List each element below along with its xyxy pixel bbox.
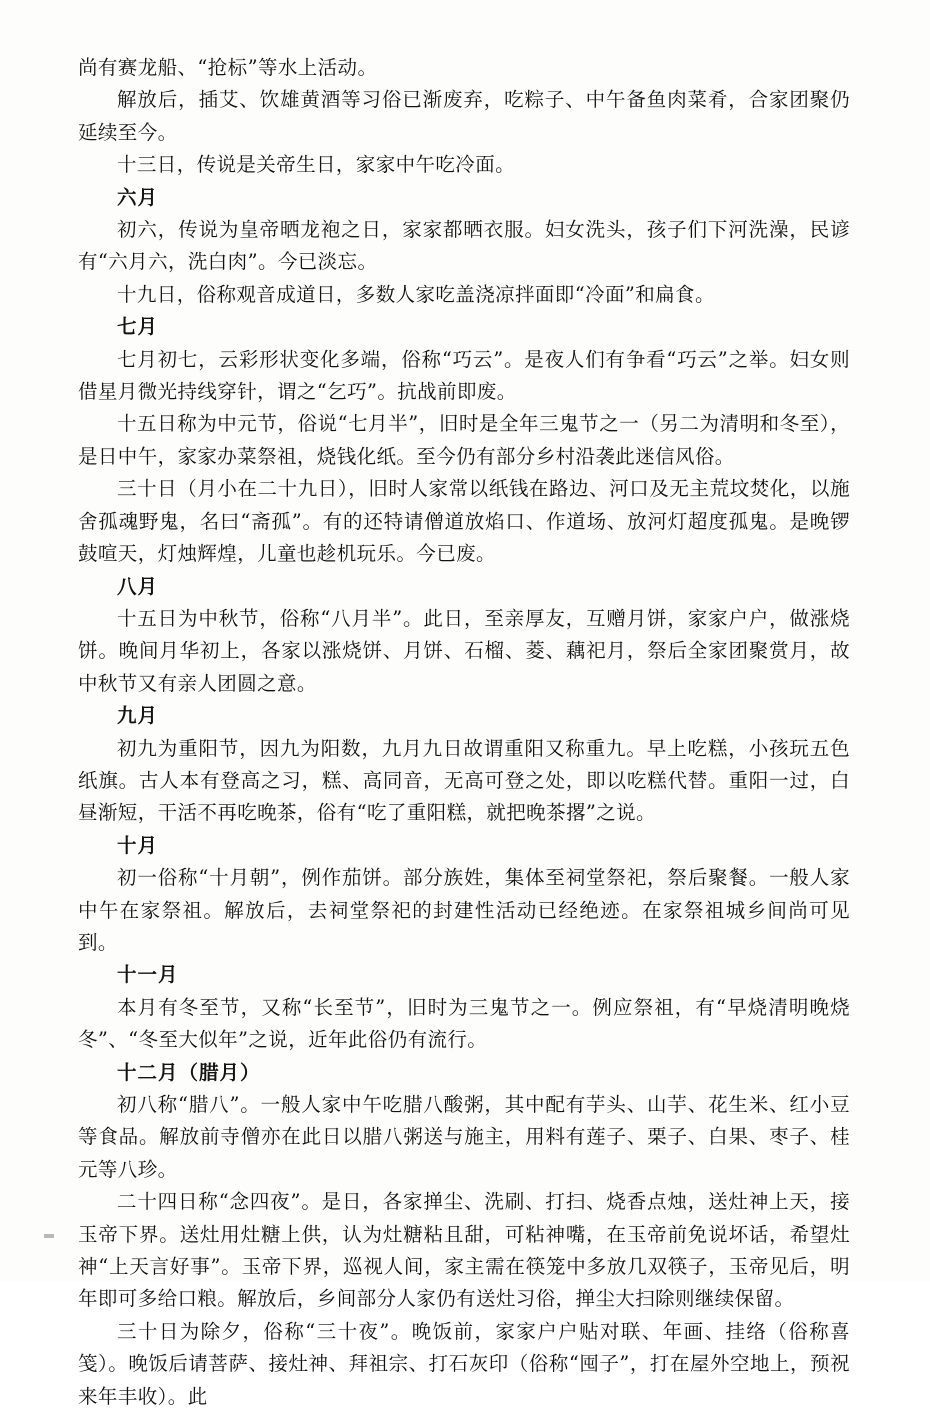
section-heading: 九月 [117, 704, 159, 728]
paragraph: 本月有冬至节，又称“长至节”，旧时为三鬼节之一。例应祭祖，有“早烧清明晚烧冬”、“冬至大似年”之说，近年此俗仍有流行。 [78, 995, 850, 1052]
section-heading: 十一月 [117, 963, 179, 987]
paragraph: 十五日称为中元节，俗说“七月半”，旧时是全年三鬼节之一（另二为清明和冬至），是日中午，家家办菜祭祖，烧钱化纸。至今仍有部分乡村沿袭此迷信风俗。 [78, 412, 850, 468]
page-body [78, 52, 850, 1413]
paragraph: 尚有赛龙船、“抢标”等水上活动。 [78, 56, 378, 79]
paragraph: 十三日，传说是关帝生日，家家中午吃冷面。 [117, 153, 516, 177]
section-heading: 八月 [117, 574, 159, 598]
paragraph: 三十日（月小在二十九日），旧时人家常以纸钱在路边、河口及无主荒坟焚化，以施舍孤魂野鬼，名曰“斋孤”。有的还特请僧道放焰口、作道场、放河灯超度孤鬼。是晚锣鼓喧天，灯烛辉煌，儿童也趁机玩乐。今已废。 [78, 477, 850, 566]
paragraph: 初六，传说为皇帝晒龙袍之日，家家都晒衣服。妇女洗头，孩子们下河洗澡，民谚有“六月六，洗白肉”。今已淡忘。 [78, 218, 850, 274]
page-corner-mark [44, 1234, 54, 1238]
paragraph: 十五日为中秋节，俗称“八月半”。此日，至亲厚友，互赠月饼，家家户户，做涨烧饼。晚间月华初上，各家以涨烧饼、月饼、石榴、菱、藕祀月，祭后全家团聚赏月，故中秋节又有亲人团圆之意。 [78, 606, 850, 695]
paragraph: 初一俗称“十月朝”，例作茄饼。部分族姓，集体至祠堂祭祀，祭后聚餐。一般人家中午在家祭祖。解放后，去祠堂祭祀的封建性活动已经绝迹。在家祭祖城乡间尚可见到。 [78, 866, 850, 954]
paragraph: 二十四日称“念四夜”。是日，各家掸尘、洗刷、打扫、烧香点烛，送灶神上天，接玉帝下界。送灶用灶糖上供，认为灶糖粘且甜，可粘神嘴，在玉帝前免说坏话，希望灶神“上天言好事”。玉帝下界，巡视人间，家主需在筷笼中多放几双筷子，玉帝见后，明年即可多给口粮。解放后，乡间部分人家仍有送灶习俗，掸尘大扫除则继续保留。 [78, 1190, 850, 1311]
paragraph: 十九日，俗称观音成道日，多数人家吃盖浇凉拌面即“冷面”和扁食。 [117, 282, 715, 306]
section-heading: 十二月（腊月） [117, 1060, 261, 1084]
paragraph: 解放后，插艾、饮雄黄酒等习俗已渐废弃，吃粽子、中午备鱼肉菜肴，合家团聚仍延续至今。 [78, 88, 850, 144]
section-heading: 六月 [117, 185, 159, 209]
paragraph: 初九为重阳节，因九为阳数，九月九日故谓重阳又称重九。早上吃糕，小孩玩五色纸旗。古人本有登高之习，糕、高同音，无高可登之处，即以吃糕代替。重阳一过，白昼渐短，干活不再吃晚茶，俗有“吃了重阳糕，就把晚茶撂”之说。 [78, 736, 850, 825]
section-heading: 十月 [117, 833, 159, 857]
paragraph: 三十日为除夕，俗称“三十夜”。晚饭前，家家户户贴对联、年画、挂络（俗称喜笺）。晚饭后请菩萨、接灶神、拜祖宗、打石灰印（俗称“囤子”，打在屋外空地上，预祝来年丰收）。此 [78, 1319, 850, 1408]
paragraph: 初八称“腊八”。一般人家中午吃腊八酸粥，其中配有芋头、山芋、花生米、红小豆等食品。解放前寺僧亦在此日以腊八粥送与施主，用料有莲子、栗子、白果、枣子、桂元等八珍。 [78, 1093, 850, 1181]
section-heading: 七月 [117, 315, 159, 339]
paragraph: 七月初七，云彩形状变化多端，俗称“巧云”。是夜人们有争看“巧云”之举。妇女则借星月微光持线穿针，谓之“乞巧”。抗战前即废。 [78, 347, 850, 404]
